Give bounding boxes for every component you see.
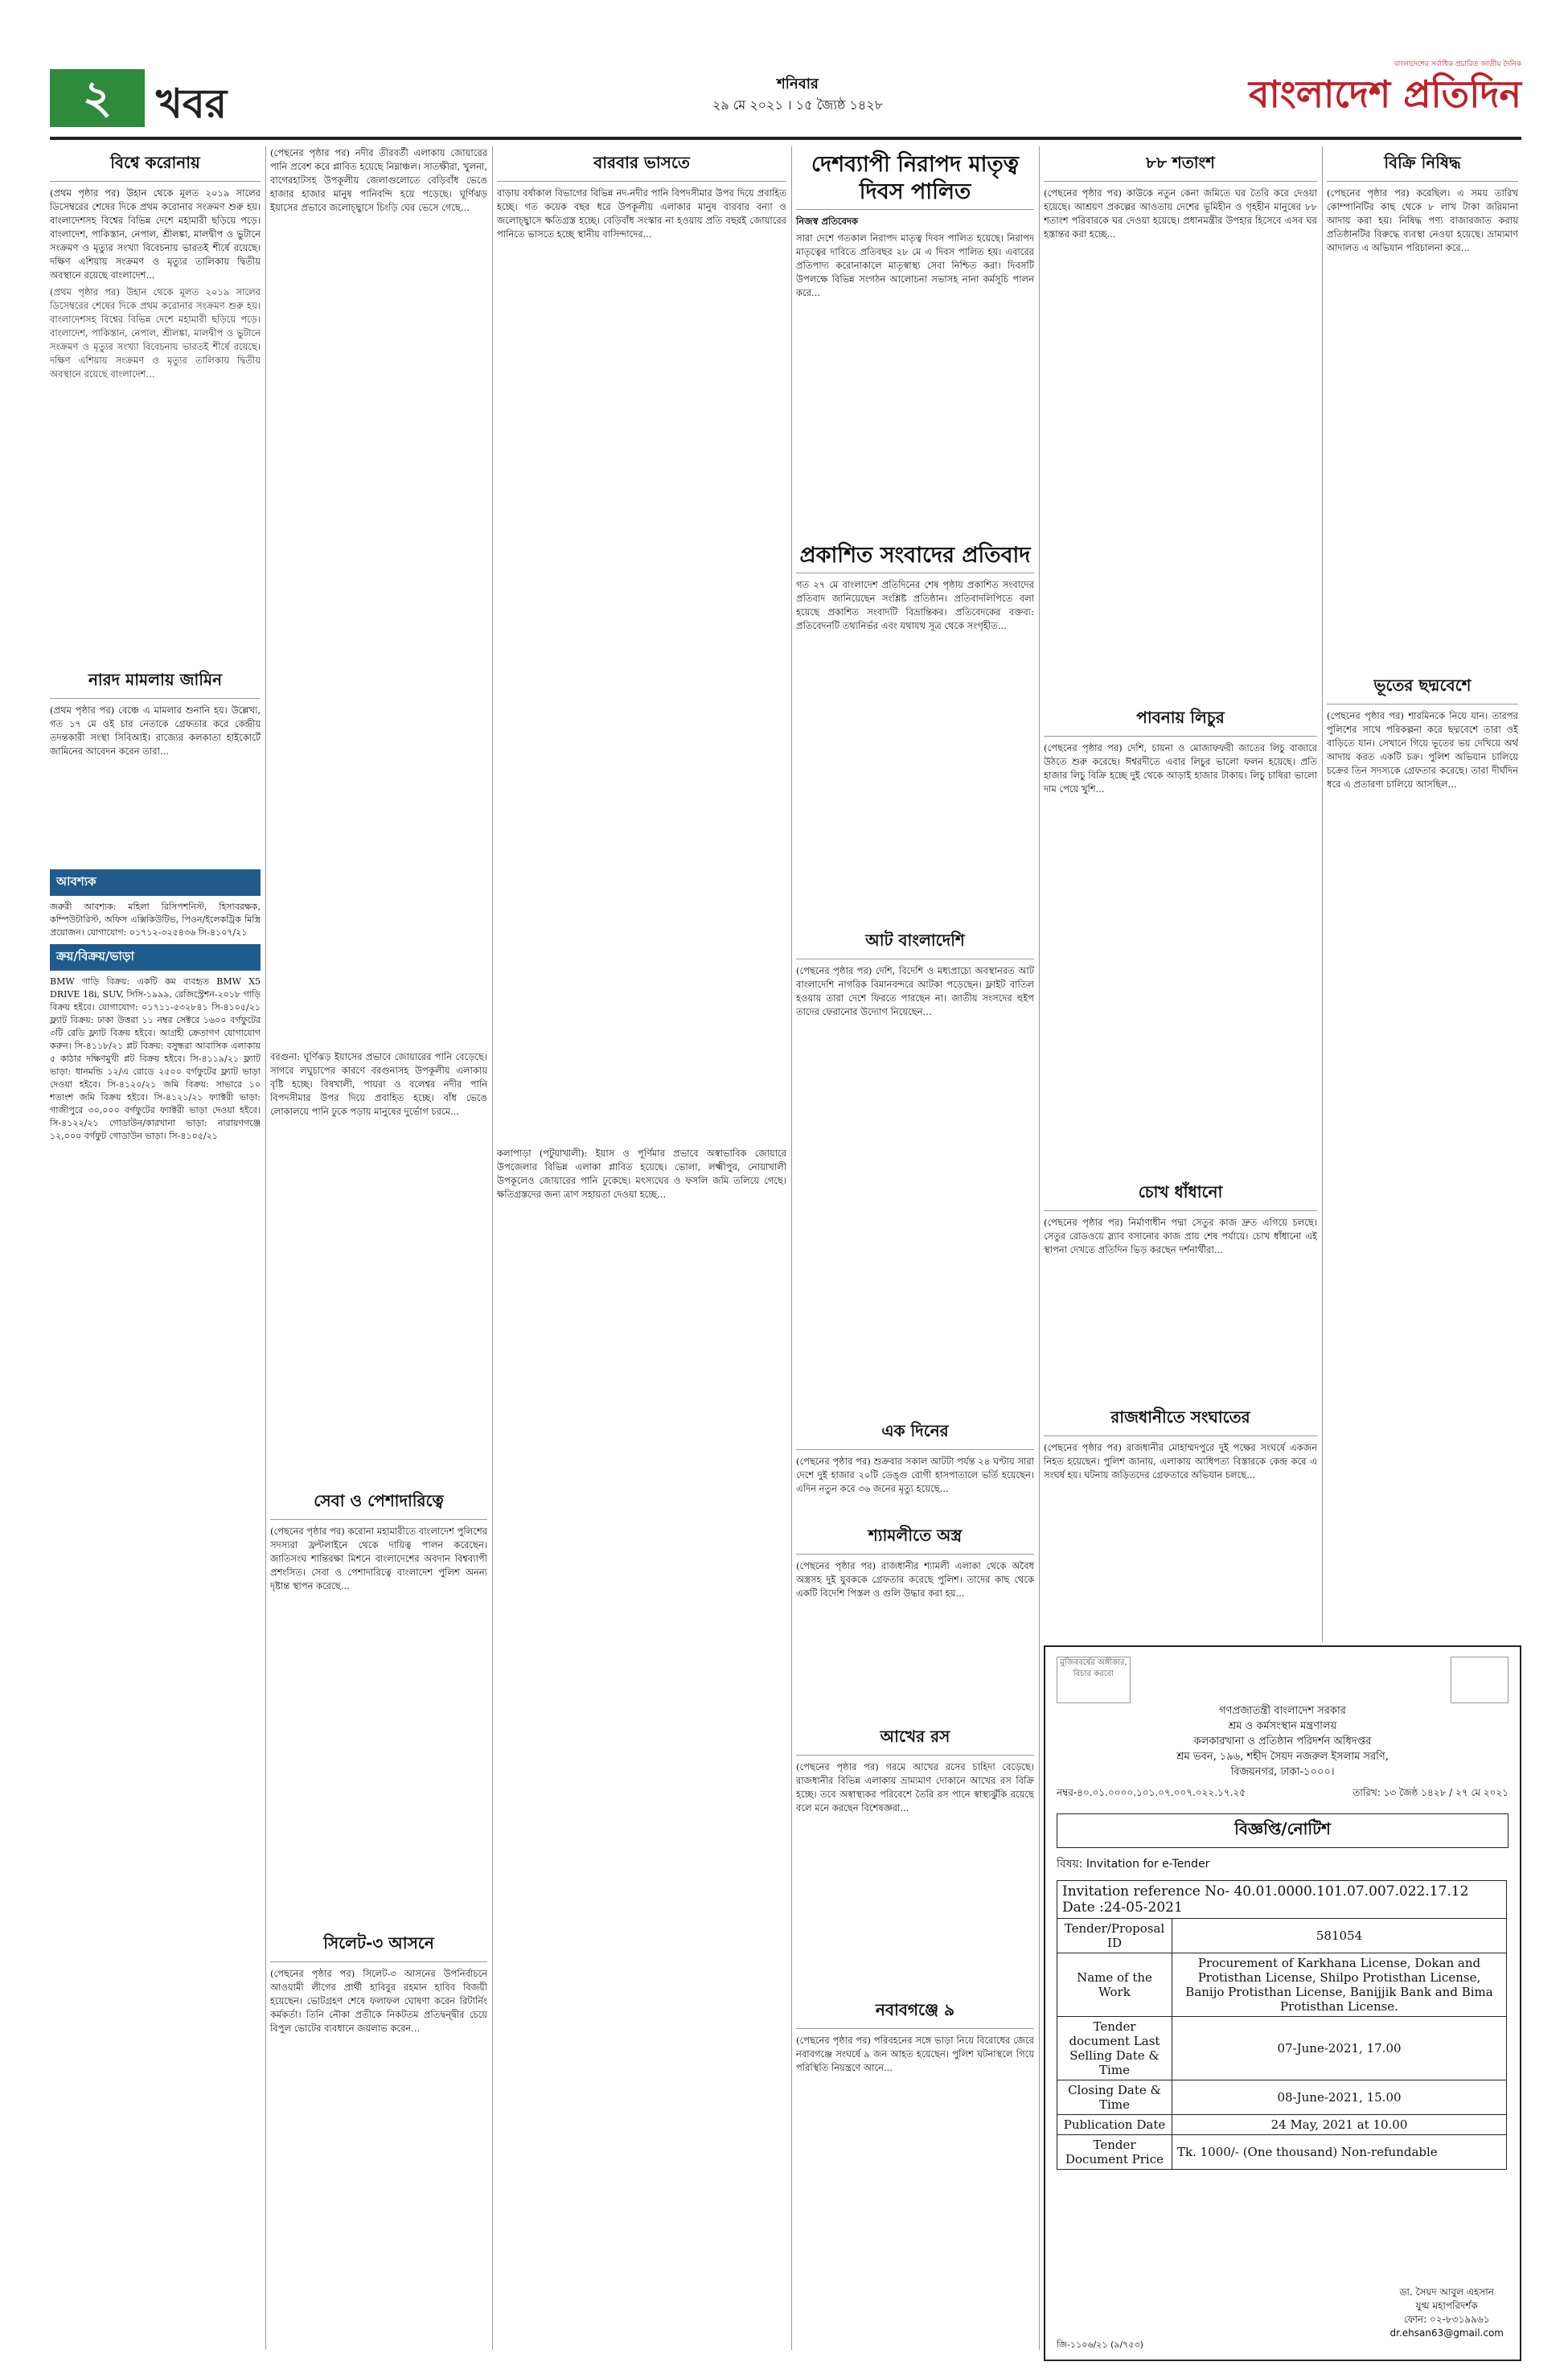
signature-block: ডা. সৈয়দ আবুল এহসান যুগ্ম মহাপরিদর্শক ফোন: ০২-৮৩১৯৯৬১ dr.ehsan63@gmail.com [1389, 2286, 1504, 2339]
row-label: Publication Date [1057, 2115, 1172, 2135]
table-row [1057, 2080, 1507, 2115]
article-body: (পেছনের পৃষ্ঠার পর) শুক্রবার সকাল আটটা পর্যন্ত ২৪ ঘণ্টায় সারা দেশে দুই হাজার ২০টি ডেঙ্গু রোগী হাসপাতালে ভর্তি হয়েছেন। এদিন নতুন করে ৩৬ জনের মৃত্যু হয়েছে... [796, 1456, 1034, 1494]
headline: বিশ্বে করোনায় [50, 151, 261, 182]
row-label: Closing Date & Time [1057, 2080, 1172, 2115]
row-value: Procurement of Karkhana License, Dokan and Protisthan License, Shilpo Protisthan License, Banijo Protisthan License, Banijjik Bank and Bima Protisthan License. [1172, 1953, 1507, 2017]
reference-number: নম্বর-৪০.০১.০০০০.১০১.০৭.০০৭.০২২.১৭.২৫ [1057, 1787, 1246, 1798]
table-row [1057, 2115, 1507, 2135]
column-divider [791, 146, 792, 2350]
article-body: (প্রথম পৃষ্ঠার পর) উহান থেকে মূলত ২০১৯ সালের ডিসেম্বরের শেষের দিকে প্রথম করোনার সংক্রমণ শুরু হয়। বাংলাদেশসহ বিশ্বের বিভিন্ন দেশে মহামারী ছড়িয়ে পড়ে। বাংলাদেশ, পাকিস্তান, নেপাল, শ্রীলঙ্কা, মালদ্বীপ ও ভুটানে সংক্রমণ ও মৃত্যুর সংখ্যা বিবেচনায় ভারতই শীর্ষে রয়েছে। দক্ষিণ এশিয়ায় সংক্রমণ ও মৃত্যুর তালিকায় দ্বিতীয় অবস্থানে রয়েছে বাংলাদেশ... [50, 187, 261, 281]
table-row [1057, 1953, 1507, 2017]
headline: পাবনায় লিচুর [1044, 706, 1317, 737]
row-value: 08-June-2021, 15.00 [1172, 2080, 1507, 2115]
article-body: (পেছনের পৃষ্ঠার পর) করেছিল। এ সময় তারিখ কোম্পানিটির কাছ থেকে ৮ লাখ টাকা জরিমানা আদায় করা হয়। নিষিদ্ধ পণ্য বাজারজাত করায় প্রতিষ্ঠানটির বিরুদ্ধে ব্যবস্থা নেওয়া হয়েছে। ভ্রাম্যমাণ আদালত এ অভিযান পরিচালনা করে... [1327, 187, 1518, 253]
reference-date: তারিখ: ১৩ জৈষ্ঠ ১৪২৮ / ২৭ মে ২০২১ [1353, 1787, 1508, 1798]
headline: ভূতের ছদ্মবেশে [1327, 674, 1518, 704]
classified-heading: আবশ্যক [50, 869, 261, 896]
headline: বারবার ভাসতে [497, 151, 786, 182]
headline: নবাবগঞ্জে ৯ [796, 1998, 1034, 2029]
column-2 [270, 146, 487, 2356]
page-header [50, 60, 1521, 133]
byline: নিজস্ব প্রতিবেদক [796, 216, 859, 227]
article-body: বরগুনা: ঘূর্ণিঝড় ইয়াসের প্রভাবে জোয়ারের পানি বেড়েছে। সাগরে লঘুচাপের কারণে বরগুনাসহ উপকূলীয় এলাকায় বৃষ্টি হচ্ছে। বিষখালী, পায়রা ও বলেশ্বর নদীর পানি বিপদসীমার উপর দিয়ে প্রবাহিত হচ্ছে। বাঁধ ভেঙে লোকালয়ে পানি ঢুকে পড়ায় মানুষের দুর্ভোগ চরমে... [270, 1051, 487, 1117]
classified-ad: জরুরী আবশ্যক: মহিলা রিসিপশনিস্ট, হিসাবরক্ষক, কম্পিউটারিস্ট, অফিস এক্সিকিউটিভ, পিওন/ইলেকট্রিক মিস্ত্রি প্রয়োজন। যোগাযোগ: ০১৭১২-৩২৫৪৩৬ সি-৪১০৭/২১ [50, 902, 261, 938]
article-body: গত ২৭ মে বাংলাদেশ প্রতিদিনের শেষ পৃষ্ঠায় প্রকাশিত সংবাদের প্রতিবাদ জানিয়েছেন সংশ্লিষ্ট প্রতিষ্ঠান। প্রতিবাদলিপিতে বলা হয়েছে প্রকাশিত সংবাদটি বিভ্রান্তিকর। প্রতিবেদকের বক্তব্য: প্রতিবেদনটি তথ্যনির্ভর এবং যথাযথ সূত্র থেকে সংগৃহীত... [796, 579, 1034, 631]
headline: সিলেট-৩ আসনে [270, 1932, 487, 1962]
section-title: খবর [156, 80, 228, 127]
table-row [1057, 1919, 1507, 1953]
headline: সেবা ও পেশাদারিত্বে [270, 1489, 487, 1520]
article-body: (পেছনের পৃষ্ঠার পর) শারমিনকে নিয়ে যান। তারপর পুলিশের সাথে পরিকল্পনা করে ছদ্মবেশে তারা ওই বাড়িতে যান। সেখানে গিয়ে ভূতের ভয় দেখিয়ে অর্থ আদায় করত একটি চক্র। পুলিশ অভিযান চালিয়ে চক্রের তিন সদস্যকে গ্রেফতার করেছে। তারা দীর্ঘদিন ধরে এ প্রতারণা চালিয়ে আসছিল... [1327, 710, 1518, 790]
article-body-continued: (প্রথম পৃষ্ঠার পর) উহান থেকে মূলত ২০১৯ সালের ডিসেম্বরের শেষের দিকে প্রথম করোনার সংক্রমণ শুরু হয়। বাংলাদেশসহ বিশ্বের বিভিন্ন দেশে মহামারী ছড়িয়ে পড়ে। বাংলাদেশ, পাকিস্তান, নেপাল, শ্রীলঙ্কা, মালদ্বীপ ও ভুটানে সংক্রমণ ও মৃত্যুর সংখ্যা বিবেচনায় ভারতই শীর্ষে রয়েছে। দক্ষিণ এশিয়ায় সংক্রমণ ও মৃত্যুর তালিকায় দ্বিতীয় অবস্থানে রয়েছে বাংলাদেশ... [50, 286, 261, 380]
mujib-year-emblem: মুজিববর্ষের অঙ্গীকার, বিচার করবো [1057, 1657, 1131, 1703]
article-body: (পেছনের পৃষ্ঠার পর) পরিবহনের সঙ্গে ভাড়া নিয়ে বিরোধের জেরে নবাবগঞ্জে সংঘর্ষে ৯ জন আহত হয়েছেন। পুলিশ ঘটনাস্থলে গিয়ে পরিস্থিতি নিয়ন্ত্রণে আনে... [796, 2035, 1034, 2073]
ministry-address: গণপ্রজাতন্ত্রী বাংলাদেশ সরকার শ্রম ও কর্মসংস্থান মন্ত্রণালয় কলকারখানা ও প্রতিষ্ঠান পরিদর্শন অধিদপ্তর শ্রম ভবন, ১৯৬, শহীদ সৈয়দ নজরুল ইসলাম সরণি, বিজয়নগর, ঢাকা-১০০০। [1176, 1705, 1389, 1778]
column-divider [1322, 146, 1323, 1642]
article-body: (প্রথম পৃষ্ঠার পর) বেঞ্চে এ মামলার শুনানি হয়। উল্লেখ্য, গত ১৭ মে ওই চার নেতাকে গ্রেফতার করে কেন্দ্রীয় তদন্তকারী সংস্থা সিবিআই। রাজ্যের কলকাতা হাইকোর্টে জামিনের আবেদন করেন তারা... [50, 704, 261, 757]
row-value: 24 May, 2021 at 10.00 [1172, 2115, 1507, 2135]
headline: আখের রস [796, 1725, 1034, 1756]
page-number: ২ [50, 69, 145, 127]
row-value: 581054 [1172, 1919, 1507, 1953]
row-label: Tender/Proposal ID [1057, 1919, 1172, 1953]
headline: আট বাংলাদেশি [796, 929, 1034, 959]
header-rule [50, 137, 1521, 140]
column-divider [265, 146, 266, 2350]
row-label: Name of the Work [1057, 1953, 1172, 2017]
headline: এক দিনের [796, 1419, 1034, 1450]
headline: দেশব্যাপী নিরাপদ মাতৃত্ব দিবস পালিত [796, 151, 1034, 210]
article-body: বাড়ায় বর্ষাকাল বিভাগের বিভিন্ন নদ-নদীর পানি বিপদসীমার উপর দিয়ে প্রবাহিত হচ্ছে। গত কয়েক বছর ধরে উপকূলীয় এলাকার মানুষ বারবার বন্যা ও জলোচ্ছ্বাসে ক্ষতিগ্রস্ত হচ্ছে। বেড়িবাঁধ সংস্কার না হওয়ায় প্রতি বছরই জোয়ারের পানিতে ভাসতে হচ্ছে স্থানীয় বাসিন্দাদের... [497, 187, 786, 240]
headline: প্রকাশিত সংবাদের প্রতিবাদ [796, 542, 1034, 573]
article-body: (পেছনের পৃষ্ঠার পর) দেশি, বিদেশি ও মধ্যপ্রাচ্যে অবস্থানরত আট বাংলাদেশি নাগরিক বিমানবন্দরে আটকা পড়েছেন। ফ্লাইট বাতিল হওয়ায় তারা দেশে ফিরতে পারছেন না। জাতীয় সংসদের হুইপ তাদের ফেরানোর উদ্যোগ নিয়েছেন... [796, 965, 1034, 1017]
row-value: 07-June-2021, 17.00 [1172, 2017, 1507, 2080]
headline: রাজধানীতে সংঘাতের [1044, 1406, 1317, 1436]
article-body: (পেছনের পৃষ্ঠার পর) নির্মাণাধীন পদ্মা সেতুর কাজ দ্রুত এগিয়ে চলছে। সেতুর রোডওয়ে স্ল্যাব বসানোর কাজ প্রায় শেষ পর্যায়ে। চোখ ধাঁধানো এই স্থাপনা দেখতে প্রতিদিন ভিড় করছেন দর্শনার্থীরা... [1044, 1217, 1317, 1255]
tender-notice [1044, 1645, 1521, 2361]
headline: ৮৮ শতাংশ [1044, 151, 1317, 182]
newspaper-logo [1248, 58, 1521, 122]
header-day: শনিবার [777, 76, 819, 92]
article-body: (পেছনের পৃষ্ঠার পর) কাউকে নতুন কেনা জমিতে ঘর তৈরি করে দেওয়া হয়েছে। আশ্রয়ণ প্রকল্পের আওতায় দেশের ভূমিহীন ও গৃহহীন মানুষের ৮৮ শতাংশ পরিবারকে ঘর দেওয়া হয়েছে। প্রধানমন্ত্রীর উপহার হিসেবে এসব ঘর হস্তান্তর করা হচ্ছে... [1044, 187, 1317, 240]
headline: শ্যামলীতে অস্ত্র [796, 1524, 1034, 1555]
article-body: কলাপাড়া (পটুয়াখালী): ইয়াস ও পূর্ণিমার প্রভাবে অস্বাভাবিক জোয়ারে উপজেলার বিভিন্ন এলাকা প্লাবিত হয়েছে। ভোলা, লক্ষ্মীপুর, নোয়াখালী উপকূলেও জোয়ারের পানি ঢুকেছে। মৎস্যঘের ও ফসলি জমি তলিয়ে গেছে। ক্ষতিগ্রস্তদের জন্য ত্রাণ সহায়তা দেওয়া হচ্ছে... [497, 1148, 786, 1200]
column-1 [50, 146, 261, 2187]
invitation-reference: Invitation reference No- 40.01.0000.101.07.007.022.17.12 Date :24-05-2021 [1057, 1881, 1507, 1919]
portrait-photo [1451, 1657, 1508, 1703]
article-body: সারা দেশে গতকাল নিরাপদ মাতৃত্ব দিবস পালিত হয়েছে। নিরাপদ মাতৃত্বের দাবিতে প্রতিবছর ২৮ মে এ দিবস পালিত হয়। এবারের প্রতিপাদ্য করোনাকালে মাতৃস্বাস্থ্য সেবা নিশ্চিত করা। দিবসটি উপলক্ষে বিভিন্ন সংগঠন আলোচনা সভাসহ নানা কর্মসূচি পালন করে... [796, 232, 1034, 298]
article-body: (পেছনের পৃষ্ঠার পর) দেশি, চায়না ও মোজাফফরী জাতের লিচু বাজারে উঠতে শুরু করেছে। ঈশ্বরদীতে এবার লিচুর ভালো ফলন হয়েছে। প্রতি হাজার লিচু বিক্রি হচ্ছে দুই থেকে আড়াই হাজার টাকায়। লিচু চাষিরা ভালো দাম পেয়ে খুশি... [1044, 742, 1317, 795]
headline: বিক্রি নিষিদ্ধ [1327, 151, 1518, 182]
tender-table [1057, 1880, 1507, 2170]
notice-subject: বিষয়: Invitation for e-Tender [1057, 1858, 1210, 1871]
header-date: ২৯ মে ২০২১ । ১৫ জ্যৈষ্ঠ ১৪২৮ [712, 97, 884, 113]
table-row [1057, 2017, 1507, 2080]
ad-code: জি-১১০৬/২১ (৯/৭৫৩) [1057, 2339, 1143, 2350]
row-value: Tk. 1000/- (One thousand) Non-refundable [1172, 2135, 1507, 2170]
headline: নারদ মামলায় জামিন [50, 668, 261, 699]
table-row [1057, 2135, 1507, 2170]
column-5 [1044, 146, 1317, 1613]
article-body: (পেছনের পৃষ্ঠার পর) করোনা মহামারীতে বাংলাদেশ পুলিশের সদস্যরা ফ্রন্টলাইনে থেকে দায়িত্ব পালন করেছেন। জাতিসংঘ শান্তিরক্ষা মিশনে বাংলাদেশের অবদান বিশ্বব্যাপী প্রশংসিত। সেবা ও পেশাদারিত্বে বাংলাদেশ পুলিশ অনন্য দৃষ্টান্ত স্থাপন করেছে... [270, 1526, 487, 1592]
article-body: (পেছনের পৃষ্ঠার পর) নদীর তীরবর্তী এলাকায় জোয়ারের পানি প্রবেশ করে প্লাবিত হয়েছে নিম্নাঞ্চল। সাতক্ষীরা, খুলনা, বাগেরহাটসহ উপকূলীয় জেলাগুলোতে বেড়িবাঁধ ভেঙে হাজার হাজার মানুষ পানিবন্দি হয়ে পড়েছে। ঘূর্ণিঝড় ইয়াসের প্রভাবে জলোচ্ছ্বাসে চিংড়ি ঘের ভেসে গেছে... [270, 147, 487, 213]
logo-tagline: বাংলাদেশের সর্বাধিক প্রচারিত জাতীয় দৈনিক [1394, 60, 1521, 68]
column-4 [796, 146, 1034, 2198]
headline: চোখ ধাঁধানো [1044, 1181, 1317, 1211]
logo-name: বাংলাদেশ প্রতিদিন [1248, 72, 1521, 116]
row-label: Tender Document Price [1057, 2135, 1172, 2170]
row-label: Tender document Last Selling Date & Time [1057, 2017, 1172, 2080]
table-row [1057, 1881, 1507, 1919]
article-body: (পেছনের পৃষ্ঠার পর) রাজধানীর শ্যামলী এলাকা থেকে অবৈধ অস্ত্রসহ দুই যুবককে গ্রেফতার করেছে পুলিশ। তাদের কাছ থেকে একটি বিদেশি পিস্তল ও গুলি উদ্ধার করা হয়... [796, 1560, 1034, 1599]
classified-heading: ক্রয়/বিক্রয়/ভাড়া [50, 944, 261, 971]
article-body: (পেছনের পৃষ্ঠার পর) রাজধানীর মোহাম্মদপুরে দুই পক্ষের সংঘর্ষে একজন নিহত হয়েছেন। পুলিশ জানায়, এলাকায় আধিপত্য বিস্তারকে কেন্দ্র করে এ সংঘর্ষ হয়। ঘটনায় জড়িতদের গ্রেফতারে অভিযান চলছে... [1044, 1442, 1317, 1481]
article-body: (পেছনের পৃষ্ঠার পর) সিলেট-৩ আসনের উপনির্বাচনে আওয়ামী লীগের প্রার্থী হাবিবুর রহমান হাবিব বিজয়ী হয়েছেন। ভোটগ্রহণ শেষে ফলাফল ঘোষণা করেন রিটার্নিং কর্মকর্তা। তিনি নৌকা প্রতীকে নিকটতম প্রতিদ্বন্দ্বীর চেয়ে বিপুল ভোটের ব্যবধানে জয়লাভ করেন... [270, 1968, 487, 2034]
column-divider [1039, 146, 1040, 2350]
article-body: (পেছনের পৃষ্ঠার পর) গরমে আখের রসের চাহিদা বেড়েছে। রাজধানীর বিভিন্ন এলাকায় ভ্রাম্যমাণ দোকানে আখের রস বিক্রি হচ্ছে। তবে অস্বাস্থ্যকর পরিবেশে তৈরি রস পানে স্বাস্থ্যঝুঁকি রয়েছে বলে মনে করছেন বিশেষজ্ঞরা... [796, 1761, 1034, 1813]
classified-ad: BMW গাড়ি বিক্রয়: একটি কম ব্যবহৃত BMW X5 DRIVE 18i, SUV, সিসি-১৯৯৯, রেজিস্ট্রেশন-২০১৮ গাড়ি বিক্রয় হইবে। যোগাযোগ: ০১৭১১-৫৩২৮৪১ সি-৪১০৫/২১ ফ্ল্যাট বিক্রয়: ঢাকা উত্তরা ১১ নম্বর সেক্টরে ১৬০০ বর্গফুটের ৩টি রেডি ফ্ল্যাট বিক্রয় হইবে। আগ্রহী ক্রেতাগণ যোগাযোগ করুন। সি-৪১১৮/২১ প্লট বিক্রয়: বসুন্ধরা আবাসিক এলাকায় ৫ কাঠার দক্ষিণমুখী প্লট বিক্রয় হইবে। সি-৪১১৯/২১ ফ্ল্যাট ভাড়া: ধানমন্ডি ১২/এ রোডে ২৫০০ বর্গফুটের ফ্ল্যাট ভাড়া দেওয়া হইবে। সি-৪১২০/২১ জমি বিক্রয়: সাভারে ১০ শতাংশ জমি বিক্রয় হইবে। সি-৪১২১/২১ ফ্যাক্টরী ভাড়া: গাজীপুরে ৩০,০০০ বর্গফুটের ফ্যাক্টরী ভাড়া দেওয়া হইবে। সি-৪১২২/২১ গোডাউন/কারখানা ভাড়া: নারায়ণগঞ্জে ১২,০০০ বর্গফুট গোডাউন ভাড়া। সি-৪১০৫/২১ [50, 976, 261, 1141]
notice-banner: বিজ্ঞপ্তি/নোটিশ [1057, 1813, 1508, 1848]
column-3 [497, 146, 786, 2340]
column-divider [492, 146, 493, 2350]
column-6 [1327, 146, 1518, 1629]
